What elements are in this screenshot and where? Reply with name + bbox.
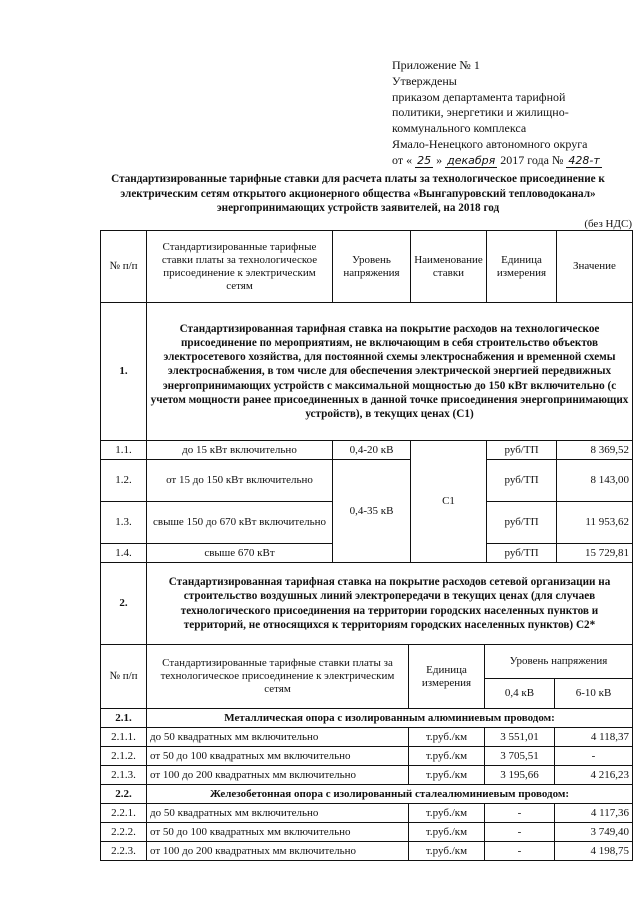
section-1-num: 1. (101, 303, 147, 441)
handwritten-order-number: 428-т (568, 153, 600, 167)
header-rates: Стандартизированные тарифные ставки платы за технологическое присоединение к электрическим сетям (147, 231, 333, 303)
group-1-num: 2.1. (101, 709, 147, 728)
row-unit: руб/ТП (487, 460, 557, 502)
row-value: 11 953,62 (557, 502, 633, 544)
handwritten-day: 25 (417, 153, 432, 167)
row-desc: свыше 150 до 670 кВт включительно (147, 502, 333, 544)
row-value: 8 369,52 (557, 441, 633, 460)
table-header-row (101, 645, 633, 679)
row-desc: от 100 до 200 квадратных мм включительно (147, 842, 409, 861)
order-line-2: политики, энергетики и жилищно- (392, 105, 569, 120)
order-line-3: коммунального комплекса (392, 121, 527, 136)
header-unit: Единица измерения (409, 645, 485, 709)
header-voltage-610: 6-10 кВ (555, 679, 633, 709)
header-voltage: Уровень напряжения (333, 231, 411, 303)
group-1-title: Металлическая опора с изолированным алюминиевым проводом: (147, 709, 633, 728)
row-num: 2.2.2. (101, 823, 147, 842)
handwritten-month: декабря (447, 153, 496, 167)
row-num: 1.4. (101, 544, 147, 563)
row-v1: 3 551,01 (485, 728, 555, 747)
row-desc: от 100 до 200 квадратных мм включительно (147, 766, 409, 785)
row-desc: от 50 до 100 квадратных мм включительно (147, 747, 409, 766)
row-num: 2.2.1. (101, 804, 147, 823)
table-row (101, 766, 633, 785)
group-2-title: Железобетонная опора с изолированный сталеалюминиевым проводом: (147, 785, 633, 804)
table-row (101, 460, 633, 502)
vat-note: (без НДС) (584, 218, 632, 230)
approved-label: Утверждены (392, 73, 457, 88)
row-num: 2.2.3. (101, 842, 147, 861)
row-voltage: 0,4-20 кВ (333, 441, 411, 460)
row-num: 1.2. (101, 460, 147, 502)
table-header-row (101, 231, 633, 303)
row-unit: руб/ТП (487, 502, 557, 544)
row-desc: до 50 квадратных мм включительно (147, 804, 409, 823)
group-row-1 (101, 709, 633, 728)
row-num: 1.1. (101, 441, 147, 460)
row-v1: - (485, 804, 555, 823)
tariff-table-c1 (100, 230, 633, 645)
section-row-1 (101, 303, 633, 441)
row-unit: т.руб./км (409, 747, 485, 766)
table-row (101, 842, 633, 861)
group-row-2 (101, 785, 633, 804)
row-v1: 3 705,51 (485, 747, 555, 766)
row-desc: свыше 670 кВт (147, 544, 333, 563)
order-line-4: Ямало-Ненецкого автономного округа (392, 136, 588, 151)
row-unit: руб/ТП (487, 441, 557, 460)
header-num: № п/п (101, 645, 147, 709)
section-1-text: Стандартизированная тарифная ставка на покрытие расходов на технологическое присоединение по мероприятиям, не включающим в себя строительство объектов электросетевого хозяйства, для постоянной схемы электроснабжения и временной схемы электроснабжения, в том числе для обеспечения электрической энергией передвижных энергопринимающих устройств с максимальной мощностью до 150 кВт включительно (с учетом мощности ранее присоединенных в данной точке присоединения энергопринимающих устройств), в текущих ценах (С1) (147, 303, 633, 441)
row-num: 2.1.2. (101, 747, 147, 766)
row-voltage: 0,4-35 кВ (333, 460, 411, 563)
header-value: Значение (557, 231, 633, 303)
row-value: 8 143,00 (557, 460, 633, 502)
appendix-block (392, 58, 632, 169)
row-desc: от 15 до 150 кВт включительно (147, 460, 333, 502)
row-v1: - (485, 842, 555, 861)
row-num: 2.1.3. (101, 766, 147, 785)
row-desc: до 15 кВт включительно (147, 441, 333, 460)
row-unit: т.руб./км (409, 842, 485, 861)
appendix-number: Приложение № 1 (392, 58, 480, 72)
table-row (101, 728, 633, 747)
section-2-text: Стандартизированная тарифная ставка на покрытие расходов сетевой организации на строительство воздушных линий электропередачи в текущих ценах (для случаев технологического присоединения на территории городских населенных пунктов и территорий, не относящихся к территориям городских населенных пунктов) С2* (147, 563, 633, 645)
header-voltage: Уровень напряжения (485, 645, 633, 679)
row-v1: - (485, 823, 555, 842)
table-row (101, 804, 633, 823)
row-v2: 4 198,75 (555, 842, 633, 861)
year-text: 2017 года № (500, 152, 564, 167)
table-row (101, 823, 633, 842)
row-v2: 4 118,37 (555, 728, 633, 747)
header-rate-name: Наименование ставки (411, 231, 487, 303)
row-v2: 4 117,36 (555, 804, 633, 823)
row-unit: т.руб./км (409, 823, 485, 842)
row-v1: 3 195,66 (485, 766, 555, 785)
rate-c1: С1 (411, 441, 487, 563)
date-quote: » (436, 152, 443, 167)
row-v2: - (555, 747, 633, 766)
section-row-2 (101, 563, 633, 645)
group-2-num: 2.2. (101, 785, 147, 804)
table-row (101, 441, 633, 460)
row-unit: т.руб./км (409, 766, 485, 785)
order-date-line (392, 153, 632, 169)
row-unit: т.руб./км (409, 804, 485, 823)
row-v2: 4 216,23 (555, 766, 633, 785)
header-rates: Стандартизированные тарифные ставки платы за технологическое присоединение к электрическим сетям (147, 645, 409, 709)
section-2-num: 2. (101, 563, 147, 645)
row-unit: руб/ТП (487, 544, 557, 563)
row-desc: от 50 до 100 квадратных мм включительно (147, 823, 409, 842)
document-title: Стандартизированные тарифные ставки для расчета платы за технологическое присоединение к электрическим сетям открытого акционерного общества «Вынгапуровский тепловодоканал» энергопринимающих устройств заявителей, на 2018 год (111, 173, 605, 214)
row-unit: т.руб./км (409, 728, 485, 747)
row-value: 15 729,81 (557, 544, 633, 563)
date-prefix: от « (392, 152, 413, 167)
header-unit: Единица измерения (487, 231, 557, 303)
order-line-1: приказом департамента тарифной (392, 89, 566, 104)
row-desc: до 50 квадратных мм включительно (147, 728, 409, 747)
row-num: 2.1.1. (101, 728, 147, 747)
header-voltage-04: 0,4 кВ (485, 679, 555, 709)
table-row (101, 747, 633, 766)
tariff-table-c2 (100, 644, 633, 861)
row-num: 1.3. (101, 502, 147, 544)
header-num: № п/п (101, 231, 147, 303)
row-v2: 3 749,40 (555, 823, 633, 842)
